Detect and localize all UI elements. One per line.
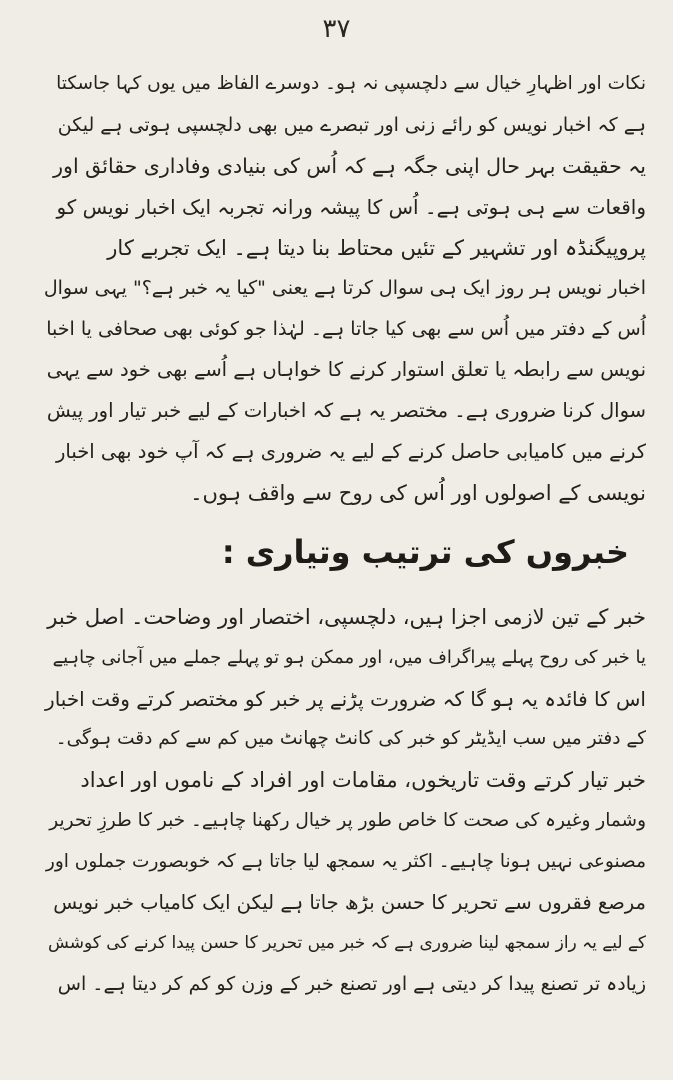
paragraph-line: خبر تیار کرتے وقت تاریخوں، مقامات اور افراد کے ناموں اور اعداد bbox=[80, 768, 646, 793]
paragraph-intro bbox=[44, 64, 646, 514]
paragraph-line: کے دفتر میں سب ایڈیٹر کو خبر کی کانٹ چھانٹ میں کم سے کم دقت ہوگی۔ bbox=[55, 728, 646, 750]
paragraph-line: یا خبر کی روح پہلے پیراگراف میں، اور ممکن ہو تو پہلے جملے میں آجانی چاہیے bbox=[52, 646, 646, 668]
paragraph-line: واقعات سے ہی ہوتی ہے۔ اُس کا پیشہ ورانہ تجربہ ایک اخبار نویس کو bbox=[56, 194, 646, 219]
paragraph-line: اخبار نویس ہر روز ایک ہی سوال کرتا ہے یعنی "کیا یہ خبر ہے؟" یہی سوال bbox=[44, 277, 646, 300]
paragraph-line: کرنے میں کامیابی حاصل کرنے کے لیے یہ ضروری ہے کہ آپ خود بھی اخبار bbox=[56, 440, 646, 464]
paragraph-line: زیادہ تر تصنع پیدا کر دیتی ہے اور تصنع خبر کے وزن کو کم کر دیتا ہے۔ اس bbox=[57, 973, 646, 996]
paragraph-line: وشمار وغیرہ کی صحت کا خاص طور پر خیال رکھنا چاہیے۔ خبر کا طرزِ تحریر bbox=[49, 809, 646, 831]
section-heading: خبروں کی ترتیب وتیاری : bbox=[221, 533, 629, 571]
paragraph-line: سوال کرنا ضروری ہے۔ مختصر یہ ہے کہ اخبارات کے لیے خبر تیار اور پیش bbox=[46, 399, 646, 423]
paragraph-line: مرصع فقروں سے تحریر کا حسن بڑھ جاتا ہے لیکن ایک کامیاب خبر نویس bbox=[53, 890, 646, 914]
paragraph-line: پروپیگنڈہ اور تشہیر کے تئیں محتاط بنا دیتا ہے۔ ایک تجربے کار bbox=[107, 235, 646, 260]
paragraph-line: اُس کے دفتر میں اُس سے بھی کیا جاتا ہے۔ لہٰذا جو کوئی بھی صحافی یا اخبا bbox=[46, 318, 646, 341]
paragraph-line: مصنوعی نہیں ہونا چاہیے۔ اکثر یہ سمجھ لیا جاتا ہے کہ خوبصورت جملوں اور bbox=[45, 850, 646, 872]
paragraph-line: یہ حقیقت بہر حال اپنی جگہ ہے کہ اُس کی بنیادی وفاداری حقائق اور bbox=[53, 153, 646, 178]
paragraph-line: نکات اور اظہارِ خیال سے دلچسپی نہ ہو۔ دوسرے الفاظ میں یوں کہا جاسکتا bbox=[56, 73, 646, 94]
paragraph-news-preparation bbox=[44, 597, 646, 1005]
paragraph-line: ہے کہ اخبار نویس کو رائے زنی اور تبصرے میں بھی دلچسپی ہوتی ہے لیکن bbox=[57, 113, 646, 136]
paragraph-line: کے لیے یہ راز سمجھ لینا ضروری ہے کہ خبر میں تحریر کا حسن پیدا کرنے کی کوشش bbox=[48, 933, 646, 954]
paragraph-line: نویسی کے اصولوں اور اُس کی روح سے واقف ہوں۔ bbox=[190, 480, 646, 505]
paragraph-line: اس کا فائدہ یہ ہو گا کہ ضرورت پڑنے پر خبر کو مختصر کرتے وقت اخبار bbox=[45, 686, 646, 711]
paragraph-line: نویس سے رابطہ یا تعلق استوار کرنے کا خواہاں ہے اُسے بھی خود سے یہی bbox=[46, 358, 646, 382]
paragraph-line: خبر کے تین لازمی اجزا ہیں، دلچسپی، اختصار اور وضاحت۔ اصل خبر bbox=[47, 605, 646, 629]
page-number: ۳۷ bbox=[322, 14, 351, 44]
